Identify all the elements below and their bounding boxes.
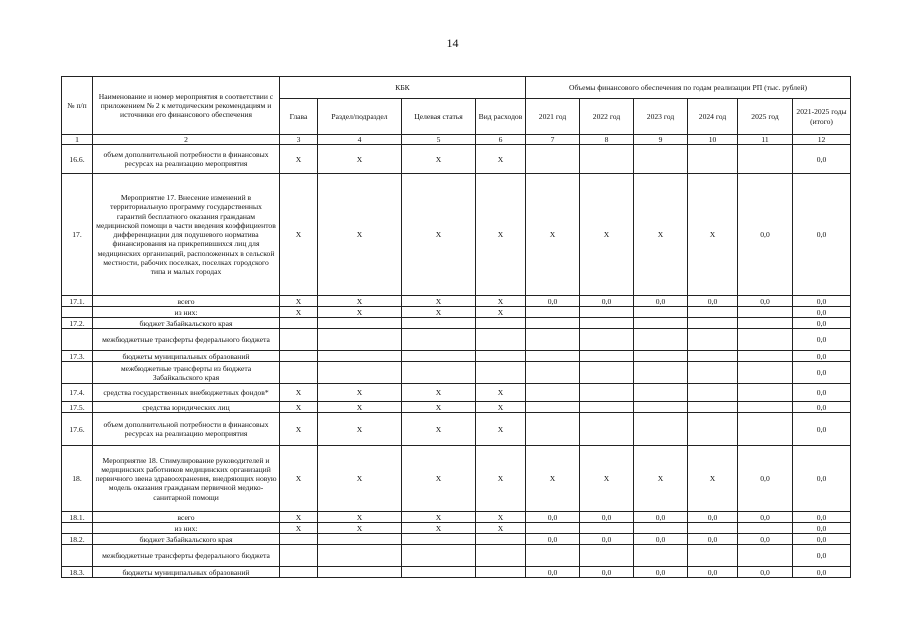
year-value-cell: 0,0 <box>688 512 738 523</box>
header-tselevaya: Целевая статья <box>402 99 476 135</box>
year-value-cell: 0,0 <box>526 296 580 307</box>
financing-table <box>61 76 851 578</box>
year-value-cell <box>580 545 634 567</box>
row-number: 17.4. <box>62 384 93 402</box>
row-name: межбюджетные трансферты федерального бюджета <box>93 545 280 567</box>
kbk-cell <box>280 362 318 384</box>
kbk-cell: X <box>476 307 526 318</box>
kbk-cell: X <box>476 145 526 174</box>
row-name: средства юридических лиц <box>93 402 280 413</box>
year-value-cell <box>580 145 634 174</box>
year-value-cell <box>526 145 580 174</box>
header-num: № п/п <box>62 77 93 135</box>
row-total: 0,0 <box>793 351 851 362</box>
year-value-cell <box>634 413 688 446</box>
year-value-cell <box>738 402 793 413</box>
kbk-cell <box>402 362 476 384</box>
year-value-cell <box>688 413 738 446</box>
column-number-row <box>62 135 851 145</box>
col-number: 9 <box>634 135 688 145</box>
row-total: 0,0 <box>793 402 851 413</box>
col-number: 3 <box>280 135 318 145</box>
year-value-cell: 0,0 <box>738 446 793 512</box>
kbk-cell <box>280 318 318 329</box>
kbk-cell: X <box>402 384 476 402</box>
header-year-total: 2021-2025 годы (итого) <box>793 99 851 135</box>
year-value-cell: X <box>526 446 580 512</box>
year-value-cell <box>526 329 580 351</box>
year-value-cell: 0,0 <box>688 296 738 307</box>
row-name: средства государственных внебюджетных фондов* <box>93 384 280 402</box>
year-value-cell <box>738 318 793 329</box>
header-year: 2022 год <box>580 99 634 135</box>
kbk-cell: X <box>280 145 318 174</box>
col-number: 4 <box>318 135 402 145</box>
kbk-cell: X <box>318 296 402 307</box>
table-row <box>62 145 851 174</box>
kbk-cell: X <box>402 296 476 307</box>
kbk-cell <box>402 534 476 545</box>
row-name: межбюджетные трансферты федерального бюджета <box>93 329 280 351</box>
row-name: из них: <box>93 523 280 534</box>
row-name: бюджет Забайкальского края <box>93 318 280 329</box>
kbk-cell <box>402 329 476 351</box>
row-total: 0,0 <box>793 523 851 534</box>
year-value-cell: 0,0 <box>688 567 738 578</box>
row-name: бюджет Забайкальского края <box>93 534 280 545</box>
row-total: 0,0 <box>793 512 851 523</box>
header-razdel: Раздел/подраздел <box>318 99 402 135</box>
row-name: бюджеты муниципальных образований <box>93 351 280 362</box>
header-year: 2024 год <box>688 99 738 135</box>
row-number: 18.3. <box>62 567 93 578</box>
kbk-cell: X <box>476 174 526 296</box>
kbk-cell: X <box>318 523 402 534</box>
table-row <box>62 534 851 545</box>
year-value-cell <box>688 362 738 384</box>
kbk-cell: X <box>280 523 318 534</box>
year-value-cell <box>738 362 793 384</box>
year-value-cell <box>688 384 738 402</box>
year-value-cell: 0,0 <box>688 534 738 545</box>
year-value-cell <box>526 384 580 402</box>
row-number: 18.1. <box>62 512 93 523</box>
kbk-cell: X <box>476 523 526 534</box>
table-row <box>62 402 851 413</box>
row-number: 17.2. <box>62 318 93 329</box>
header-year: 2025 год <box>738 99 793 135</box>
kbk-cell: X <box>280 296 318 307</box>
row-name: Мероприятие 18. Стимулирование руководителей и медицинских работников медицинских организаций первичного звена здравоохранения, внедряющих новую модель оказания гражданам первичной медико-санитарной помощи <box>93 446 280 512</box>
table-row <box>62 523 851 534</box>
row-total: 0,0 <box>793 362 851 384</box>
kbk-cell: X <box>402 402 476 413</box>
kbk-cell <box>476 567 526 578</box>
kbk-cell: X <box>476 512 526 523</box>
table-row <box>62 329 851 351</box>
kbk-cell <box>476 362 526 384</box>
year-value-cell <box>738 307 793 318</box>
row-total: 0,0 <box>793 145 851 174</box>
kbk-cell: X <box>280 402 318 413</box>
row-number: 17. <box>62 174 93 296</box>
row-name: всего <box>93 296 280 307</box>
kbk-cell <box>318 318 402 329</box>
kbk-cell: X <box>402 523 476 534</box>
year-value-cell: 0,0 <box>580 567 634 578</box>
table-row <box>62 545 851 567</box>
kbk-cell: X <box>476 413 526 446</box>
row-number <box>62 545 93 567</box>
kbk-cell: X <box>402 413 476 446</box>
kbk-cell: X <box>280 174 318 296</box>
kbk-cell: X <box>402 145 476 174</box>
table-row <box>62 362 851 384</box>
row-number: 18.2. <box>62 534 93 545</box>
header-kbk: КБК <box>280 77 526 99</box>
kbk-cell <box>318 351 402 362</box>
year-value-cell: 0,0 <box>738 296 793 307</box>
year-value-cell: X <box>526 174 580 296</box>
row-number: 17.6. <box>62 413 93 446</box>
row-name: бюджеты муниципальных образований <box>93 567 280 578</box>
year-value-cell <box>738 351 793 362</box>
kbk-cell: X <box>318 145 402 174</box>
year-value-cell: 0,0 <box>580 296 634 307</box>
col-number: 6 <box>476 135 526 145</box>
kbk-cell <box>318 362 402 384</box>
table-row <box>62 567 851 578</box>
year-value-cell: X <box>688 174 738 296</box>
year-value-cell <box>738 545 793 567</box>
year-value-cell: 0,0 <box>634 512 688 523</box>
kbk-cell <box>476 545 526 567</box>
col-number: 7 <box>526 135 580 145</box>
kbk-cell <box>402 567 476 578</box>
table-row <box>62 351 851 362</box>
row-total: 0,0 <box>793 307 851 318</box>
year-value-cell <box>580 318 634 329</box>
year-value-cell: 0,0 <box>634 567 688 578</box>
row-number: 17.3. <box>62 351 93 362</box>
kbk-cell <box>280 567 318 578</box>
row-name: межбюджетные трансферты из бюджета Забайкальского края <box>93 362 280 384</box>
kbk-cell: X <box>402 446 476 512</box>
kbk-cell <box>318 329 402 351</box>
year-value-cell <box>634 545 688 567</box>
year-value-cell <box>634 384 688 402</box>
table-row <box>62 174 851 296</box>
year-value-cell: 0,0 <box>634 534 688 545</box>
table-row <box>62 296 851 307</box>
year-value-cell: 0,0 <box>526 567 580 578</box>
kbk-cell: X <box>280 446 318 512</box>
year-value-cell <box>526 545 580 567</box>
kbk-cell: X <box>280 307 318 318</box>
year-value-cell: 0,0 <box>580 512 634 523</box>
row-number <box>62 307 93 318</box>
year-value-cell <box>634 523 688 534</box>
row-total: 0,0 <box>793 296 851 307</box>
row-total: 0,0 <box>793 534 851 545</box>
row-name: объем дополнительной потребности в финансовых ресурсах на реализацию мероприятия <box>93 145 280 174</box>
kbk-cell <box>402 318 476 329</box>
year-value-cell <box>634 402 688 413</box>
year-value-cell: 0,0 <box>738 567 793 578</box>
col-number: 5 <box>402 135 476 145</box>
table-row <box>62 307 851 318</box>
kbk-cell <box>280 329 318 351</box>
kbk-cell <box>318 545 402 567</box>
page-number: 14 <box>446 36 459 50</box>
col-number: 11 <box>738 135 793 145</box>
kbk-cell: X <box>280 512 318 523</box>
kbk-cell: X <box>318 307 402 318</box>
year-value-cell <box>526 413 580 446</box>
year-value-cell <box>688 351 738 362</box>
kbk-cell <box>280 545 318 567</box>
header-year: 2023 год <box>634 99 688 135</box>
year-value-cell: X <box>580 446 634 512</box>
year-value-cell: X <box>580 174 634 296</box>
kbk-cell: X <box>318 413 402 446</box>
year-value-cell <box>738 384 793 402</box>
year-value-cell <box>688 523 738 534</box>
year-value-cell <box>688 145 738 174</box>
col-number: 1 <box>62 135 93 145</box>
year-value-cell: 0,0 <box>738 534 793 545</box>
table-row <box>62 384 851 402</box>
year-value-cell <box>634 145 688 174</box>
table-row <box>62 512 851 523</box>
year-value-cell: 0,0 <box>634 296 688 307</box>
year-value-cell: 0,0 <box>526 534 580 545</box>
year-value-cell <box>580 413 634 446</box>
kbk-cell: X <box>318 402 402 413</box>
row-number <box>62 523 93 534</box>
kbk-cell: X <box>476 446 526 512</box>
kbk-cell <box>280 351 318 362</box>
kbk-cell: X <box>280 413 318 446</box>
year-value-cell: X <box>688 446 738 512</box>
kbk-cell <box>476 329 526 351</box>
row-number: 17.5. <box>62 402 93 413</box>
row-total: 0,0 <box>793 413 851 446</box>
year-value-cell <box>580 523 634 534</box>
header-vid: Вид расходов <box>476 99 526 135</box>
year-value-cell: 0,0 <box>526 512 580 523</box>
row-name: Мероприятие 17. Внесение изменений в территориальную программу государственных гарантий бесплатного оказания гражданам медицинской помощи в части введения коэффициентов дифференциации для подушевого норматива финансирования на прикрепившихся лиц для медицинских организаций, расположенных в сельской местности, рабочих поселках, поселках городского типа и малых городах <box>93 174 280 296</box>
row-number: 17.1. <box>62 296 93 307</box>
year-value-cell <box>580 362 634 384</box>
year-value-cell <box>634 307 688 318</box>
kbk-cell: X <box>318 446 402 512</box>
kbk-cell <box>402 545 476 567</box>
row-total: 0,0 <box>793 446 851 512</box>
kbk-cell: X <box>402 307 476 318</box>
row-number <box>62 362 93 384</box>
year-value-cell <box>688 402 738 413</box>
year-value-cell <box>688 329 738 351</box>
row-number: 16.6. <box>62 145 93 174</box>
col-number: 10 <box>688 135 738 145</box>
kbk-cell <box>476 351 526 362</box>
year-value-cell <box>526 351 580 362</box>
row-number <box>62 329 93 351</box>
kbk-cell <box>402 351 476 362</box>
header-year: 2021 год <box>526 99 580 135</box>
year-value-cell <box>580 384 634 402</box>
year-value-cell <box>738 523 793 534</box>
kbk-cell: X <box>476 402 526 413</box>
year-value-cell <box>688 318 738 329</box>
year-value-cell <box>580 402 634 413</box>
row-total: 0,0 <box>793 329 851 351</box>
year-value-cell <box>634 329 688 351</box>
row-name: из них: <box>93 307 280 318</box>
kbk-cell <box>476 534 526 545</box>
row-total: 0,0 <box>793 384 851 402</box>
year-value-cell: 0,0 <box>738 512 793 523</box>
table-row <box>62 318 851 329</box>
year-value-cell <box>526 318 580 329</box>
year-value-cell: X <box>634 446 688 512</box>
year-value-cell <box>634 362 688 384</box>
table-row <box>62 446 851 512</box>
year-value-cell <box>634 351 688 362</box>
kbk-cell: X <box>476 296 526 307</box>
year-value-cell <box>738 413 793 446</box>
row-number: 18. <box>62 446 93 512</box>
header-glava: Глава <box>280 99 318 135</box>
row-total: 0,0 <box>793 318 851 329</box>
year-value-cell: 0,0 <box>738 174 793 296</box>
row-total: 0,0 <box>793 567 851 578</box>
kbk-cell: X <box>280 384 318 402</box>
kbk-cell <box>280 534 318 545</box>
kbk-cell: X <box>318 512 402 523</box>
year-value-cell <box>580 351 634 362</box>
col-number: 8 <box>580 135 634 145</box>
table-row <box>62 413 851 446</box>
kbk-cell <box>318 567 402 578</box>
year-value-cell: 0,0 <box>580 534 634 545</box>
kbk-cell <box>318 534 402 545</box>
year-value-cell <box>526 307 580 318</box>
year-value-cell <box>580 307 634 318</box>
row-total: 0,0 <box>793 174 851 296</box>
year-value-cell <box>688 307 738 318</box>
year-value-cell: X <box>634 174 688 296</box>
year-value-cell <box>634 318 688 329</box>
year-value-cell <box>526 362 580 384</box>
year-value-cell <box>738 145 793 174</box>
year-value-cell <box>688 545 738 567</box>
row-name: объем дополнительной потребности в финансовых ресурсах на реализацию мероприятия <box>93 413 280 446</box>
kbk-cell <box>476 318 526 329</box>
year-value-cell <box>580 329 634 351</box>
header-name: Наименование и номер мероприятия в соответствии с приложением № 2 к методическим рекомендациям и источники его финансового обеспечения <box>93 77 280 135</box>
row-total: 0,0 <box>793 545 851 567</box>
year-value-cell <box>738 329 793 351</box>
year-value-cell <box>526 523 580 534</box>
kbk-cell: X <box>318 384 402 402</box>
kbk-cell: X <box>402 174 476 296</box>
kbk-cell: X <box>402 512 476 523</box>
col-number: 12 <box>793 135 851 145</box>
header-volumes: Объемы финансового обеспечения по годам реализации РП (тыс. рублей) <box>526 77 851 99</box>
year-value-cell <box>526 402 580 413</box>
col-number: 2 <box>93 135 280 145</box>
kbk-cell: X <box>318 174 402 296</box>
row-name: всего <box>93 512 280 523</box>
kbk-cell: X <box>476 384 526 402</box>
